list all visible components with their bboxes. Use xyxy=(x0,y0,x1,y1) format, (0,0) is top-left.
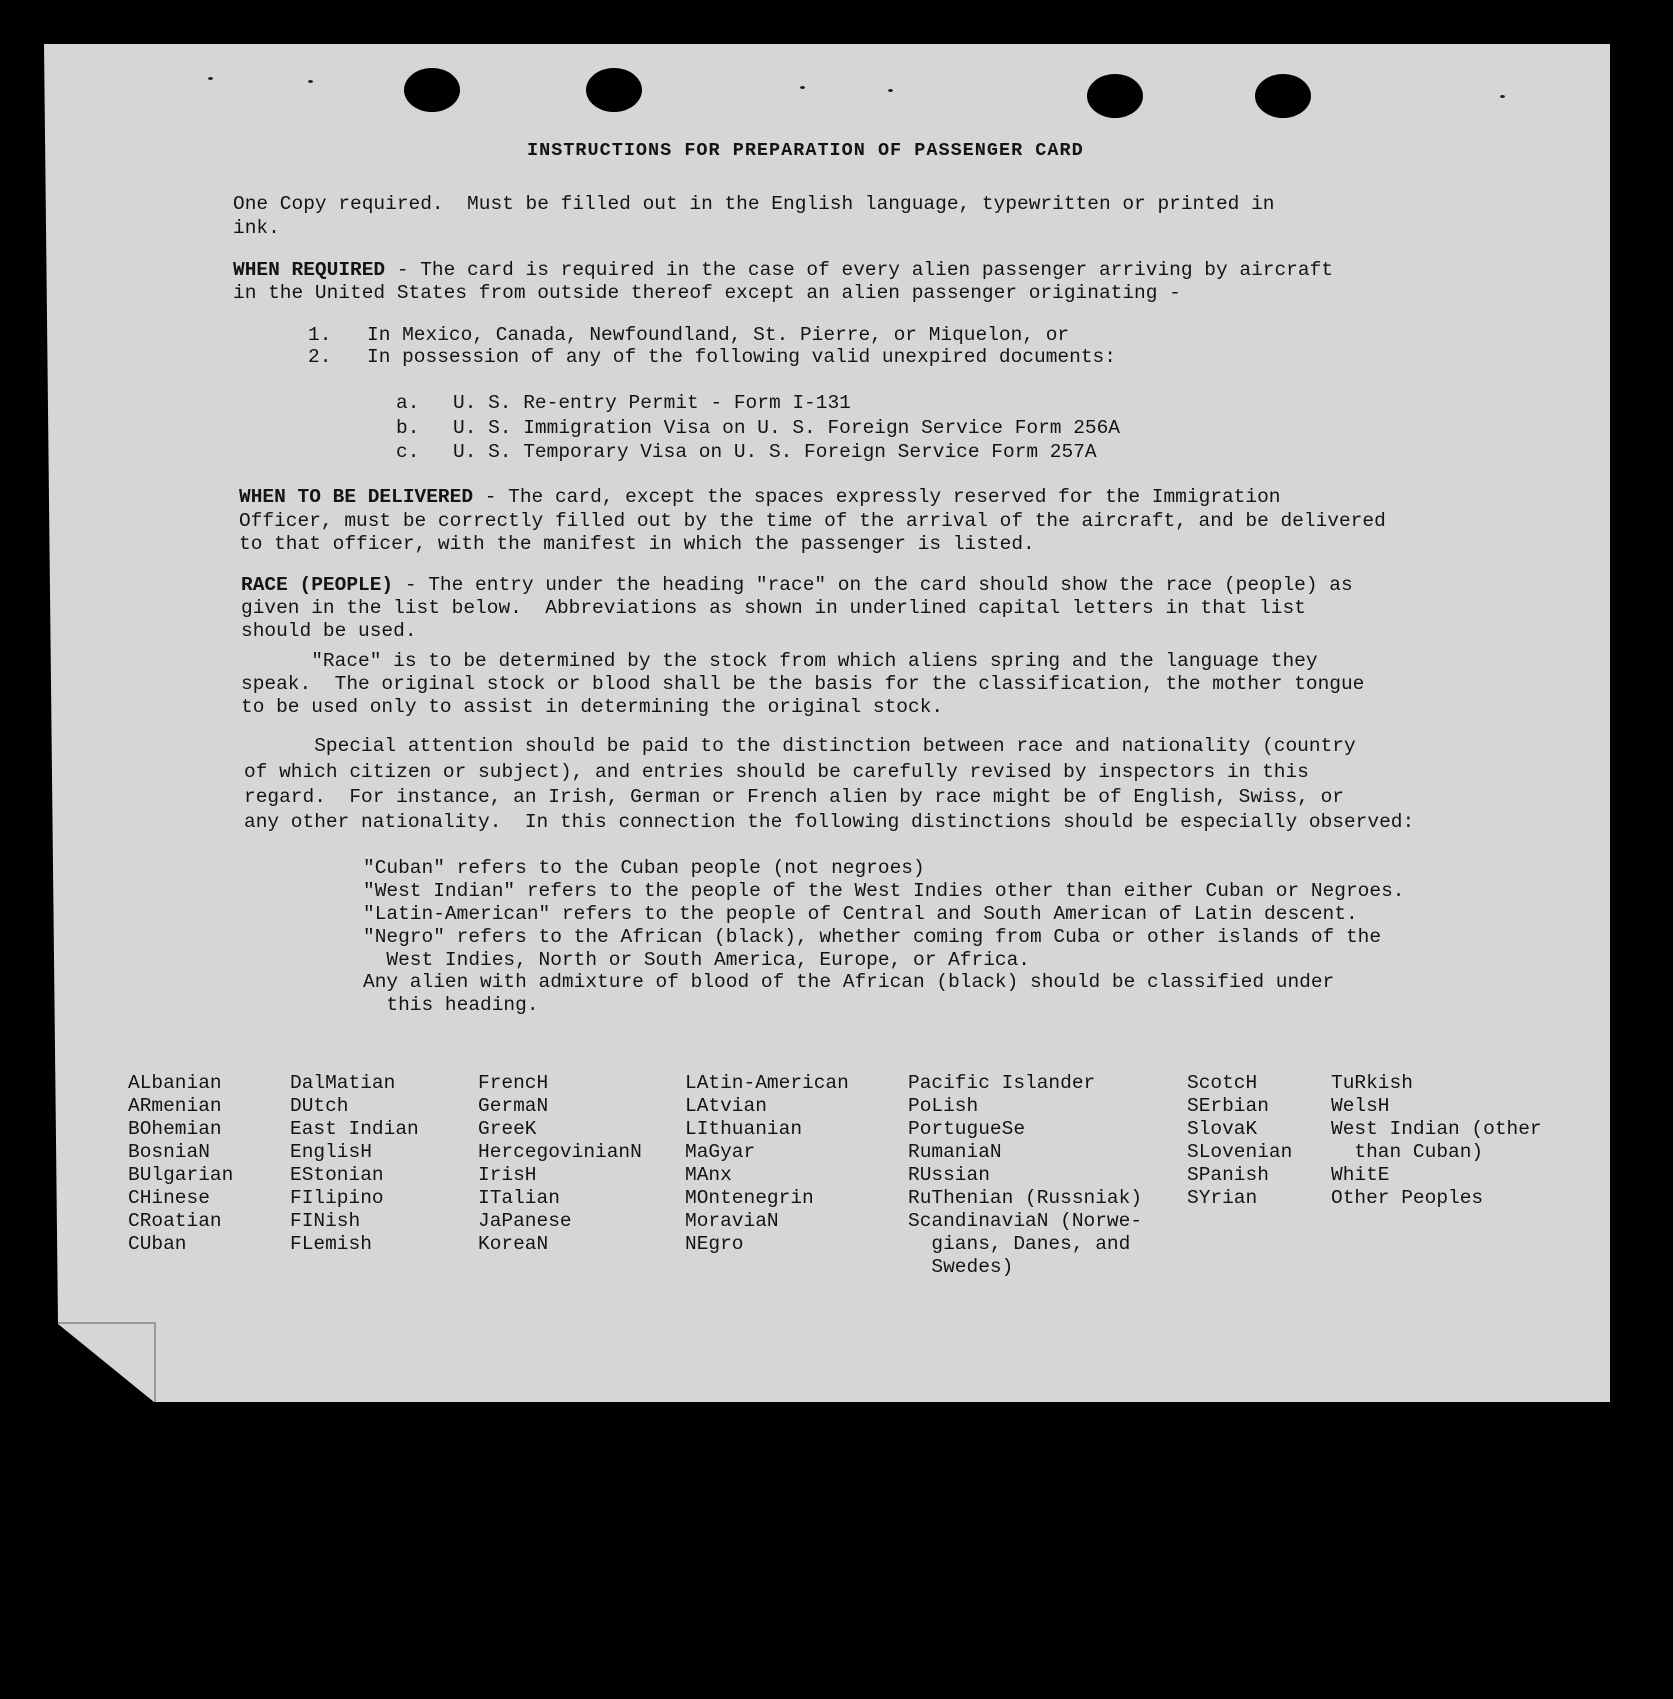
race-entry: PoLish xyxy=(908,1095,979,1117)
distinction-line: West Indies, North or South America, Europe, or Africa. xyxy=(363,949,1031,971)
race-entry: RumaniaN xyxy=(908,1141,1002,1163)
list-item: In possession of any of the following valid unexpired documents: xyxy=(367,346,1116,368)
race-entry: FINish xyxy=(290,1210,361,1232)
race-entry: EStonian xyxy=(290,1164,384,1186)
race-entry: SErbian xyxy=(1187,1095,1269,1117)
when-required-line: in the United States from outside thereof except an alien passenger originating - xyxy=(233,282,1181,304)
race-paragraph-line: Special attention should be paid to the distinction between race and nationality (country xyxy=(244,735,1356,757)
race-paragraph-line: any other nationality. In this connection the following distinctions should be especially observed: xyxy=(244,811,1415,833)
race-paragraph-line: speak. The original stock or blood shall be the basis for the classification, the mother tongue xyxy=(241,673,1365,695)
race-entry: MaGyar xyxy=(685,1141,756,1163)
speck xyxy=(888,89,893,92)
race-entry: DUtch xyxy=(290,1095,349,1117)
list-number: 2. xyxy=(308,346,332,368)
punch-hole xyxy=(586,68,642,112)
intro-line: ink. xyxy=(233,217,280,239)
race-entry: KoreaN xyxy=(478,1233,549,1255)
race-entry: PortugueSe xyxy=(908,1118,1026,1140)
race-entry: ScandinaviaN (Norwe- xyxy=(908,1210,1143,1232)
race-entry: than Cuban) xyxy=(1331,1141,1484,1163)
race-entry: FIlipino xyxy=(290,1187,384,1209)
race-entry: IrisH xyxy=(478,1164,537,1186)
race-entry: GreeK xyxy=(478,1118,537,1140)
sub-list-letter: b. xyxy=(396,417,420,439)
intro-line: One Copy required. Must be filled out in the English language, typewritten or printed in xyxy=(233,193,1275,215)
race-list-column-4 xyxy=(685,1072,849,1256)
when-required-heading: WHEN REQUIRED xyxy=(233,259,386,281)
when-delivered-line: to that officer, with the manifest in which the passenger is listed. xyxy=(239,533,1035,555)
race-list-column-2 xyxy=(290,1072,419,1256)
distinction-line: "Cuban" refers to the Cuban people (not negroes) xyxy=(363,857,925,879)
punch-hole xyxy=(1255,74,1311,118)
race-entry: CUban xyxy=(128,1233,187,1255)
race-entry: ALbanian xyxy=(128,1072,222,1094)
race-entry: BUlgarian xyxy=(128,1164,234,1186)
distinction-line: Any alien with admixture of blood of the African (black) should be classified under xyxy=(363,971,1335,993)
race-list-column-6 xyxy=(1187,1072,1292,1210)
when-delivered-heading: WHEN TO BE DELIVERED xyxy=(239,486,474,508)
race-line: given in the list below. Abbreviations as shown in underlined capital letters in that list xyxy=(241,597,1306,619)
race-entry: TuRkish xyxy=(1331,1072,1413,1094)
race-paragraph-line: "Race" is to be determined by the stock from which aliens spring and the language they xyxy=(241,650,1318,672)
race-entry: MAnx xyxy=(685,1164,732,1186)
race-entry: Other Peoples xyxy=(1331,1187,1484,1209)
race-entry: Swedes) xyxy=(908,1256,1014,1278)
race-entry: ARmenian xyxy=(128,1095,222,1117)
page-title: INSTRUCTIONS FOR PREPARATION OF PASSENGER CARD xyxy=(527,140,1084,161)
race-entry: SLovenian xyxy=(1187,1141,1293,1163)
race-entry: HercegovinianN xyxy=(478,1141,642,1163)
speck xyxy=(308,80,313,83)
race-heading: RACE (PEOPLE) xyxy=(241,574,394,596)
race-entry: CHinese xyxy=(128,1187,210,1209)
race-entry: WhitE xyxy=(1331,1164,1390,1186)
race-entry: BOhemian xyxy=(128,1118,222,1140)
race-list-column-1 xyxy=(128,1072,233,1256)
punch-hole xyxy=(404,68,460,112)
race-entry: SlovaK xyxy=(1187,1118,1258,1140)
list-number: 1. xyxy=(308,324,332,346)
race-entry: MoraviaN xyxy=(685,1210,779,1232)
speck xyxy=(800,86,805,89)
sub-list-item: U. S. Re-entry Permit - Form I-131 xyxy=(453,392,851,414)
race-list-column-3 xyxy=(478,1072,642,1256)
sub-list-item: U. S. Temporary Visa on U. S. Foreign Service Form 257A xyxy=(453,441,1097,463)
punch-hole xyxy=(1087,74,1143,118)
distinction-line: "Latin-American" refers to the people of Central and South American of Latin descent. xyxy=(363,903,1358,925)
race-entry: Pacific Islander xyxy=(908,1072,1096,1094)
race-entry: FLemish xyxy=(290,1233,372,1255)
folded-corner xyxy=(58,1322,156,1402)
race-list-column-5 xyxy=(908,1072,1142,1279)
race-entry: gians, Danes, and xyxy=(908,1233,1131,1255)
race-entry: SYrian xyxy=(1187,1187,1258,1209)
race-entry: MOntenegrin xyxy=(685,1187,814,1209)
race-entry: LAtvian xyxy=(685,1095,767,1117)
speck xyxy=(208,77,213,80)
race-entry: ScotcH xyxy=(1187,1072,1258,1094)
when-delivered-line: WHEN TO BE DELIVERED - The card, except the spaces expressly reserved for the Immigration xyxy=(239,486,1281,508)
sub-list-letter: c. xyxy=(396,441,420,463)
race-entry: WelsH xyxy=(1331,1095,1390,1117)
race-entry: BosniaN xyxy=(128,1141,210,1163)
race-entry: JaPanese xyxy=(478,1210,572,1232)
when-required-line: WHEN REQUIRED - The card is required in the case of every alien passenger arriving by aircraft xyxy=(233,259,1333,281)
speck xyxy=(1500,95,1505,98)
race-entry: CRoatian xyxy=(128,1210,222,1232)
race-paragraph-line: of which citizen or subject), and entries should be carefully revised by inspectors in this xyxy=(244,761,1309,783)
sub-list-letter: a. xyxy=(396,392,420,414)
race-entry: West Indian (other xyxy=(1331,1118,1542,1140)
race-list-column-7 xyxy=(1331,1072,1542,1210)
race-paragraph-line: regard. For instance, an Irish, German or French alien by race might be of English, Swiss, or xyxy=(244,786,1344,808)
race-entry: LAtin-American xyxy=(685,1072,849,1094)
race-line: RACE (PEOPLE) - The entry under the heading "race" on the card should show the race (people) as xyxy=(241,574,1353,596)
race-entry: ITalian xyxy=(478,1187,560,1209)
race-entry: SPanish xyxy=(1187,1164,1269,1186)
distinction-line: this heading. xyxy=(363,994,539,1016)
race-entry: East Indian xyxy=(290,1118,419,1140)
race-line: should be used. xyxy=(241,620,417,642)
race-paragraph-line: to be used only to assist in determining the original stock. xyxy=(241,696,944,718)
race-entry: RUssian xyxy=(908,1164,990,1186)
list-item: In Mexico, Canada, Newfoundland, St. Pierre, or Miquelon, or xyxy=(367,324,1070,346)
race-entry: GermaN xyxy=(478,1095,549,1117)
race-entry: LIthuanian xyxy=(685,1118,803,1140)
race-entry: NEgro xyxy=(685,1233,744,1255)
race-entry: EnglisH xyxy=(290,1141,372,1163)
when-delivered-line: Officer, must be correctly filled out by the time of the arrival of the aircraft, and be delivered xyxy=(239,510,1386,532)
race-entry: RuThenian (Russniak) xyxy=(908,1187,1143,1209)
sub-list-item: U. S. Immigration Visa on U. S. Foreign Service Form 256A xyxy=(453,417,1121,439)
race-entry: DalMatian xyxy=(290,1072,396,1094)
distinction-line: "West Indian" refers to the people of the West Indies other than either Cuban or Negroes. xyxy=(363,880,1405,902)
distinction-line: "Negro" refers to the African (black), whether coming from Cuba or other islands of the xyxy=(363,926,1382,948)
race-entry: FrencH xyxy=(478,1072,549,1094)
